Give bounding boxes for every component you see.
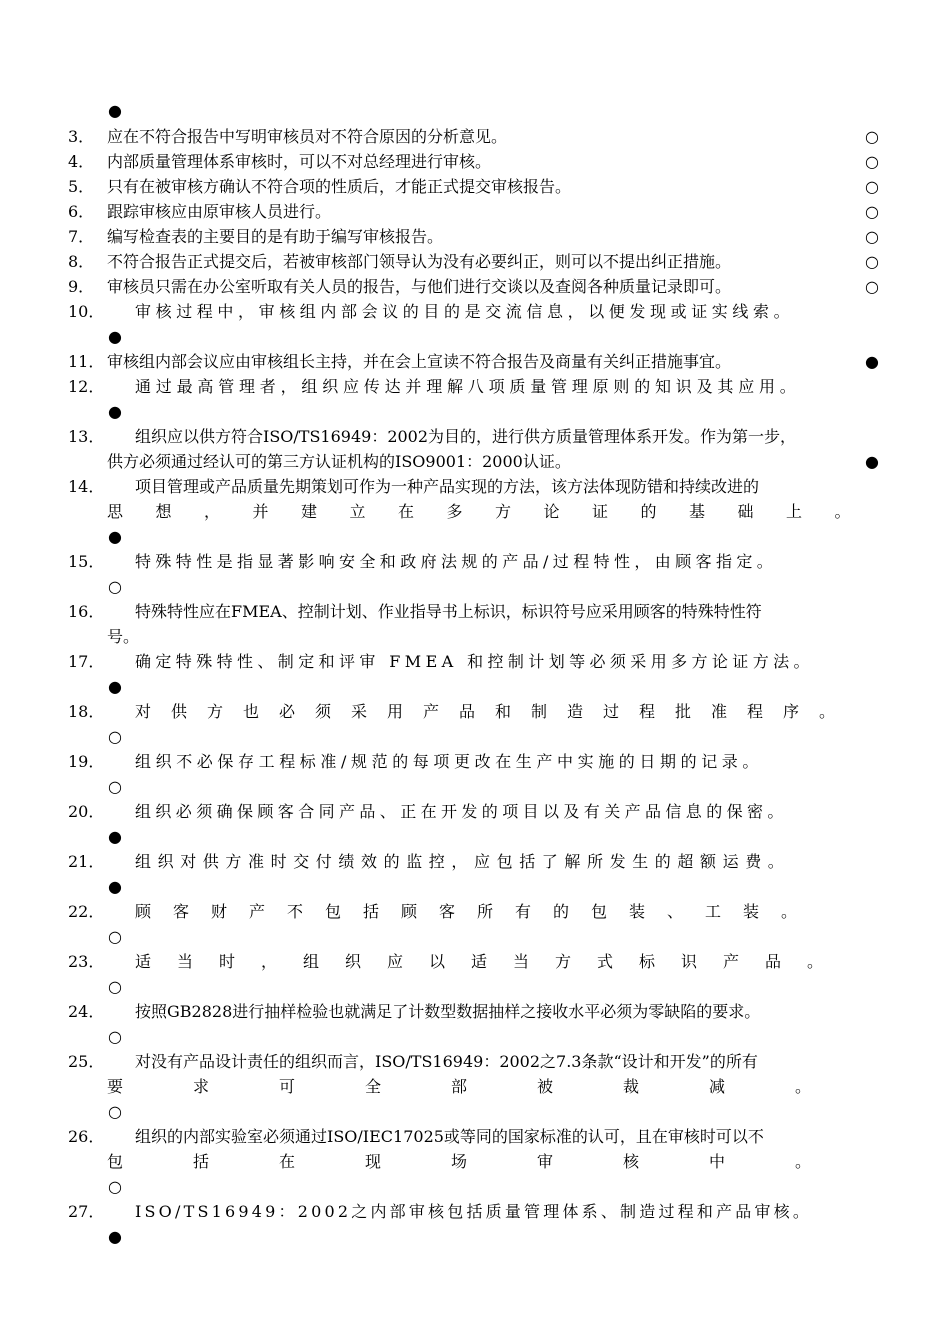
item-number: 6． bbox=[68, 202, 95, 221]
item-text: 对供方也必须采用产品和制造过程批准程序。 bbox=[135, 702, 856, 721]
list-item-continuation bbox=[0, 1074, 950, 1099]
item-number: 18． bbox=[68, 702, 105, 721]
item-text: 思想，并建立在多方论证的基础上。 bbox=[107, 502, 884, 521]
list-item bbox=[0, 374, 950, 399]
item-number: 27． bbox=[68, 1202, 105, 1221]
item-text: 要求可全部被裁减。 bbox=[107, 1077, 882, 1096]
item-text: 特殊特性是指显著影响安全和政府法规的产品/过程特性，由顾客指定。 bbox=[135, 552, 778, 571]
item-text: 项目管理或产品质量先期策划可作为一种产品实现的方法，该方法体现防错和持续改进的 bbox=[135, 477, 760, 496]
list-item bbox=[0, 949, 950, 974]
answer-mark-line bbox=[0, 1024, 950, 1049]
list-item-continuation bbox=[0, 499, 950, 524]
item-number: 8． bbox=[68, 252, 95, 271]
answer-mark-line bbox=[0, 674, 950, 699]
answer-mark: ○ bbox=[865, 152, 879, 171]
item-text: 组织应以供方符合ISO/TS16949：2002为目的，进行供方质量管理体系开发。作为第一步， bbox=[135, 427, 797, 446]
list-item-continuation bbox=[0, 1149, 950, 1174]
item-text: 审核组内部会议应由审核组长主持，并在会上宣读不符合报告及商量有关纠正措施事宜。 bbox=[107, 352, 732, 371]
answer-mark: ○ bbox=[865, 277, 879, 296]
answer-mark-line bbox=[0, 924, 950, 949]
item-text: 号。 bbox=[107, 627, 140, 646]
answer-mark: ○ bbox=[108, 1102, 122, 1121]
answer-mark: ○ bbox=[108, 1027, 122, 1046]
list-item bbox=[0, 549, 950, 574]
answer-mark-line bbox=[0, 724, 950, 749]
list-item bbox=[0, 149, 950, 174]
answer-mark: ● bbox=[108, 827, 122, 846]
item-number: 5． bbox=[68, 177, 95, 196]
answer-mark: ○ bbox=[865, 252, 879, 271]
item-number: 15． bbox=[68, 552, 105, 571]
answer-mark-line bbox=[0, 399, 950, 424]
list-item bbox=[0, 274, 950, 299]
list-item bbox=[0, 474, 950, 499]
item-number: 20． bbox=[68, 802, 105, 821]
answer-mark: ○ bbox=[108, 927, 122, 946]
list-item bbox=[0, 799, 950, 824]
item-text: 供方必须通过经认可的第三方认证机构的ISO9001：2000认证。 bbox=[107, 452, 571, 471]
list-item bbox=[0, 224, 950, 249]
list-item-continuation bbox=[0, 449, 950, 474]
answer-mark: ○ bbox=[108, 1177, 122, 1196]
item-text: 不符合报告正式提交后，若被审核部门领导认为没有必要纠正，则可以不提出纠正措施。 bbox=[107, 252, 732, 271]
list-item bbox=[0, 1049, 950, 1074]
answer-mark: ● bbox=[865, 452, 879, 471]
item-number: 25． bbox=[68, 1052, 105, 1071]
list-item bbox=[0, 849, 950, 874]
item-text: 对没有产品设计责任的组织而言，ISO/TS16949：2002之7.3条款“设计和开发”的所有 bbox=[135, 1052, 758, 1071]
list-item bbox=[0, 349, 950, 374]
item-number: 17． bbox=[68, 652, 105, 671]
answer-mark-line bbox=[0, 324, 950, 349]
item-number: 7． bbox=[68, 227, 95, 246]
answer-mark-line bbox=[0, 1224, 950, 1249]
item-text: 跟踪审核应由原审核人员进行。 bbox=[107, 202, 332, 221]
answer-mark: ○ bbox=[865, 202, 879, 221]
item-text: 包括在现场审核中。 bbox=[107, 1152, 882, 1171]
answer-mark-line bbox=[0, 774, 950, 799]
item-number: 4． bbox=[68, 152, 95, 171]
list-item bbox=[0, 424, 950, 449]
item-number: 16． bbox=[68, 602, 105, 621]
answer-mark: ● bbox=[108, 877, 122, 896]
answer-mark: ● bbox=[108, 1227, 122, 1246]
answer-mark: ○ bbox=[865, 127, 879, 146]
item-number: 10． bbox=[68, 302, 105, 321]
answer-mark: ● bbox=[108, 101, 122, 120]
item-text: 审核员只需在办公室听取有关人员的报告，与他们进行交谈以及查阅各种质量记录即可。 bbox=[107, 277, 732, 296]
item-number: 13． bbox=[68, 427, 105, 446]
answer-mark: ● bbox=[108, 527, 122, 546]
item-text: 确定特殊特性、制定和评审 FMEA 和控制计划等必须采用多方论证方法。 bbox=[135, 652, 814, 671]
list-item-continuation bbox=[0, 624, 950, 649]
list-item bbox=[0, 599, 950, 624]
item-number: 11． bbox=[68, 352, 105, 371]
item-text: 编写检查表的主要目的是有助于编写审核报告。 bbox=[107, 227, 444, 246]
list-item bbox=[0, 199, 950, 224]
answer-mark-line bbox=[0, 1099, 950, 1124]
answer-mark: ○ bbox=[108, 977, 122, 996]
answer-mark: ○ bbox=[108, 727, 122, 746]
item-text: 特殊特性应在FMEA、控制计划、作业指导书上标识，标识符号应采用顾客的特殊特性符 bbox=[135, 602, 762, 621]
answer-mark: ● bbox=[865, 352, 879, 371]
list-item bbox=[0, 699, 950, 724]
item-text: 只有在被审核方确认不符合项的性质后，才能正式提交审核报告。 bbox=[107, 177, 572, 196]
item-text: 组织必须确保顾客合同产品、正在开发的项目以及有关产品信息的保密。 bbox=[135, 802, 788, 821]
list-item bbox=[0, 1124, 950, 1149]
list-item bbox=[0, 899, 950, 924]
list-item bbox=[0, 649, 950, 674]
list-item bbox=[0, 749, 950, 774]
item-number: 12． bbox=[68, 377, 105, 396]
item-text: 应在不符合报告中写明审核员对不符合原因的分析意见。 bbox=[107, 127, 508, 146]
item-text: 按照GB2828进行抽样检验也就满足了计数型数据抽样之接收水平必须为零缺陷的要求。 bbox=[135, 1002, 761, 1021]
item-number: 22． bbox=[68, 902, 105, 921]
answer-mark-line bbox=[0, 874, 950, 899]
answer-mark-line bbox=[0, 974, 950, 999]
answer-mark: ● bbox=[108, 327, 122, 346]
list-item bbox=[0, 249, 950, 274]
item-text: ISO/TS16949：2002之内部审核包括质量管理体系、制造过程和产品审核。 bbox=[135, 1202, 813, 1221]
item-number: 19． bbox=[68, 752, 105, 771]
item-text: 组织的内部实验室必须通过ISO/IEC17025或等同的国家标准的认可，且在审核时可以不 bbox=[135, 1127, 764, 1146]
answer-mark: ● bbox=[108, 677, 122, 696]
item-text: 审核过程中，审核组内部会议的目的是交流信息，以便发现或证实线索。 bbox=[135, 302, 795, 321]
item-number: 21． bbox=[68, 852, 105, 871]
answer-mark-line bbox=[0, 574, 950, 599]
answer-mark-line bbox=[0, 1174, 950, 1199]
item-text: 顾客财产不包括顾客所有的包装、工装。 bbox=[135, 902, 820, 921]
item-text: 组织对供方准时交付绩效的监控，应包括了解所发生的超额运费。 bbox=[135, 852, 791, 871]
item-number: 26． bbox=[68, 1127, 105, 1146]
item-text: 通过最高管理者，组织应传达并理解八项质量管理原则的知识及其应用。 bbox=[135, 377, 801, 396]
list-item bbox=[0, 299, 950, 324]
item-text: 适当时，组织应以适当方式标识产品。 bbox=[135, 952, 850, 971]
item-number: 24． bbox=[68, 1002, 105, 1021]
answer-mark-line bbox=[0, 824, 950, 849]
answer-mark-line bbox=[0, 524, 950, 549]
list-item bbox=[0, 1199, 950, 1224]
item-number: 3． bbox=[68, 127, 95, 146]
list-item bbox=[0, 174, 950, 199]
list-item bbox=[0, 124, 950, 149]
answer-mark: ○ bbox=[865, 227, 879, 246]
answer-mark-line bbox=[0, 98, 950, 123]
answer-mark: ○ bbox=[865, 177, 879, 196]
item-number: 9． bbox=[68, 277, 95, 296]
item-number: 14． bbox=[68, 477, 105, 496]
answer-mark: ○ bbox=[108, 777, 122, 796]
item-text: 内部质量管理体系审核时，可以不对总经理进行审核。 bbox=[107, 152, 492, 171]
item-text: 组织不必保存工程标准/规范的每项更改在生产中实施的日期的记录。 bbox=[135, 752, 763, 771]
answer-mark: ● bbox=[108, 402, 122, 421]
list-item bbox=[0, 999, 950, 1024]
answer-mark: ○ bbox=[108, 577, 122, 596]
item-number: 23． bbox=[68, 952, 105, 971]
